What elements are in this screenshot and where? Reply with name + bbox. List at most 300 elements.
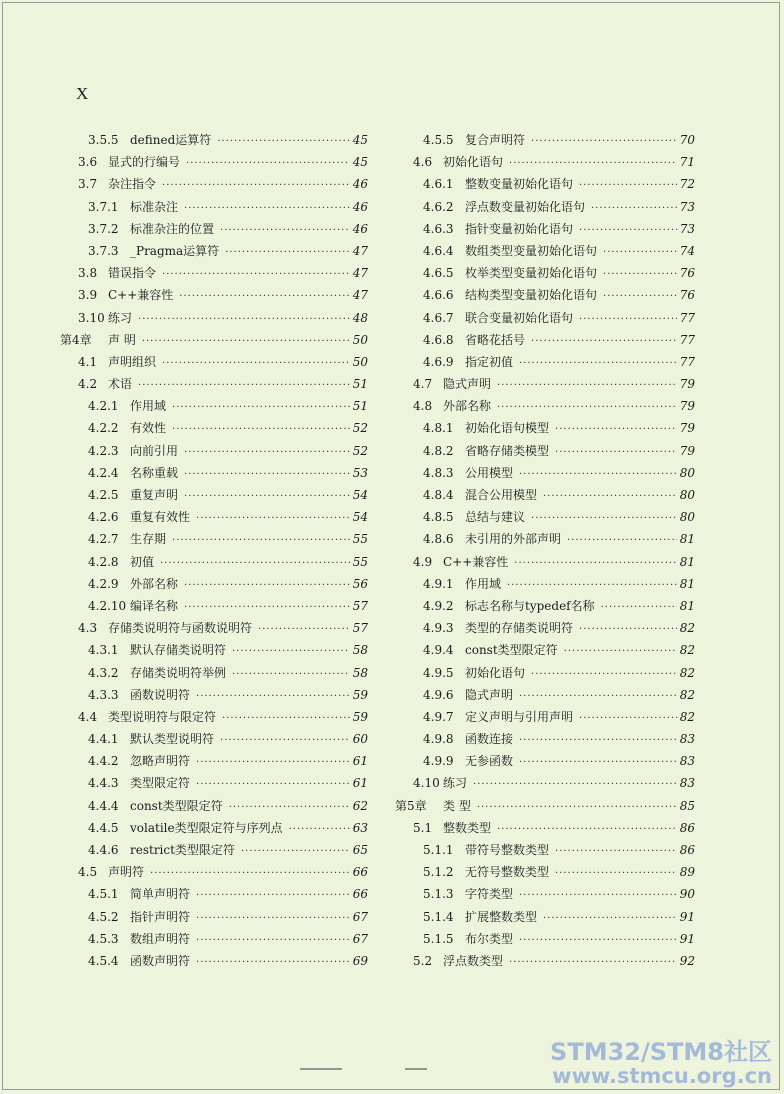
- dot-leader: [196, 935, 350, 946]
- dot-leader: [225, 247, 350, 258]
- toc-entry-title: 存储类说明符与函数说明符: [108, 621, 253, 636]
- toc-entry-number: 4.5.4: [88, 953, 119, 968]
- toc-entry-page: 80: [679, 510, 695, 525]
- toc-entry-page: 83: [679, 732, 695, 747]
- toc-entry: [60, 597, 368, 619]
- toc-entry-title: 外部名称: [130, 576, 179, 591]
- toc-entry-number: 4.3.1: [88, 643, 119, 658]
- toc-entry-title: 标志名称与typedef名称: [465, 598, 595, 613]
- toc-entry-number: 4.6.4: [423, 243, 454, 258]
- toc-entry-page: 48: [352, 310, 368, 325]
- toc-entry-title: const类型限定符: [130, 798, 223, 813]
- toc-entry: [395, 375, 695, 397]
- dot-leader: [543, 913, 677, 924]
- dot-leader: [184, 447, 350, 458]
- toc-entry-page: 81: [679, 576, 695, 591]
- dot-leader: [579, 713, 677, 724]
- toc-entry: [395, 597, 695, 619]
- toc-entry: [395, 331, 695, 353]
- toc-entry-page: 55: [352, 554, 368, 569]
- toc-entry-page: 52: [352, 421, 368, 436]
- toc-entry-title: 存储类说明符举例: [130, 665, 227, 680]
- toc-entry-title: 无符号整数类型: [465, 865, 550, 880]
- dot-leader: [519, 691, 677, 702]
- toc-entry-title: 声明符: [108, 865, 145, 880]
- toc-right-column: [395, 131, 695, 974]
- toc-entry-title: 整数类型: [443, 820, 492, 835]
- toc-entry-page: 81: [679, 598, 695, 613]
- toc-entry: [60, 752, 368, 774]
- toc-entry-page: 50: [352, 332, 368, 347]
- toc-entry: [60, 885, 368, 907]
- watermark-url: www.stmcu.org.cn: [552, 1063, 772, 1088]
- toc-entry-number: 4.6.7: [423, 310, 454, 325]
- toc-entry: [60, 309, 368, 331]
- toc-entry: [395, 419, 695, 441]
- toc-entry-title: 外部名称: [443, 399, 492, 414]
- dot-leader: [531, 336, 677, 347]
- toc-entry-title: 枚举类型变量初始化语句: [465, 266, 598, 281]
- toc-entry-number: 4.4.6: [88, 843, 119, 857]
- toc-entry-title: _Pragma运算符: [130, 243, 220, 258]
- dot-leader: [150, 868, 350, 879]
- toc-entry-number: 4.6.9: [423, 354, 454, 369]
- toc-entry-page: 86: [679, 820, 695, 835]
- toc-entry-number: 3.8: [78, 266, 98, 281]
- toc-entry-number: 4.8.6: [423, 532, 454, 547]
- toc-entry-number: 4.3.3: [88, 687, 119, 702]
- watermark: [550, 1039, 772, 1088]
- toc-entry: [395, 664, 695, 686]
- toc-entry-page: 45: [352, 133, 368, 147]
- dot-leader: [186, 158, 350, 169]
- toc-entry: [395, 286, 695, 308]
- dot-leader: [567, 535, 677, 546]
- dot-leader: [555, 868, 677, 879]
- toc-entry: [395, 397, 695, 419]
- dot-leader: [555, 424, 677, 435]
- toc-entry-page: 56: [352, 576, 368, 591]
- toc-entry: [395, 486, 695, 508]
- toc-entry-number: 4.3: [78, 621, 98, 636]
- dot-leader: [601, 602, 677, 613]
- toc-entry: [395, 752, 695, 774]
- toc-entry-number: 4.8: [413, 399, 433, 414]
- toc-entry-number: 4.9.7: [423, 709, 454, 724]
- toc-entry-page: 69: [352, 953, 368, 968]
- toc-entry-number: 4.9.8: [423, 732, 454, 747]
- toc-entry-number: 4.4: [78, 709, 98, 724]
- dot-leader: [220, 225, 350, 236]
- toc-entry: [395, 242, 695, 264]
- toc-entry-title: 联合变量初始化语句: [465, 310, 574, 325]
- toc-entry: [395, 708, 695, 730]
- toc-entry: [395, 885, 695, 907]
- toc-entry-page: 61: [352, 754, 368, 769]
- toc-entry-number: 5.1.3: [423, 887, 454, 902]
- toc-entry: [60, 242, 368, 264]
- toc-entry-page: 71: [679, 155, 695, 170]
- toc-entry-number: 3.5.5: [88, 133, 119, 147]
- toc-entry-title: 定义声明与引用声明: [465, 709, 574, 724]
- dot-leader: [184, 491, 350, 502]
- toc-entry-page: 66: [352, 865, 368, 880]
- dot-leader: [497, 824, 677, 835]
- toc-entry-number: 4.6: [413, 155, 433, 170]
- toc-entry-title: 简单声明符: [130, 887, 191, 902]
- dot-leader: [555, 846, 677, 857]
- toc-entry-title: 向前引用: [130, 443, 179, 458]
- toc-entry-page: 82: [679, 709, 695, 724]
- toc-entry-page: 81: [679, 532, 695, 547]
- dot-leader: [196, 513, 350, 524]
- toc-entry-number: 4.2.4: [88, 465, 119, 480]
- toc-entry-number: 5.1: [413, 820, 433, 835]
- toc-entry: [395, 508, 695, 530]
- toc-entry-page: 76: [679, 266, 695, 281]
- dot-leader: [172, 402, 350, 413]
- toc-entry-page: 82: [679, 687, 695, 702]
- toc-entry-title: 函数声明符: [130, 953, 191, 968]
- toc-entry-number: 4.7: [413, 377, 433, 392]
- dot-leader: [162, 269, 350, 280]
- toc-entry: [60, 619, 368, 641]
- toc-entry-number: 4.2.10: [88, 598, 127, 613]
- toc-entry-number: 4.4.1: [88, 732, 119, 747]
- toc-entry-page: 67: [352, 931, 368, 946]
- toc-entry-page: 86: [679, 843, 695, 857]
- toc-entry-number: 4.5.3: [88, 931, 119, 946]
- toc-entry-title: 指针声明符: [130, 909, 191, 924]
- toc-entry-number: 5.1.4: [423, 909, 454, 924]
- dot-leader: [138, 380, 350, 391]
- toc-entry-title: 指针变量初始化语句: [465, 221, 574, 236]
- toc-entry-number: 4.9.5: [423, 665, 454, 680]
- dot-leader: [591, 203, 677, 214]
- toc-entry-title: 默认存储类说明符: [130, 643, 227, 658]
- toc-entry-title: 重复声明: [130, 488, 179, 502]
- toc-entry: [60, 819, 368, 841]
- toc-entry-page: 67: [352, 909, 368, 924]
- dot-leader: [172, 535, 350, 546]
- toc-entry-title: 标准杂注: [130, 199, 179, 214]
- toc-entry-title: 函数说明符: [130, 687, 191, 702]
- toc-entry-number: 3.9: [78, 288, 98, 303]
- toc-entry-number: 5.1.5: [423, 931, 454, 946]
- toc-entry-title: 初始化语句: [465, 665, 526, 680]
- toc-entry-title: 默认类型说明符: [130, 732, 215, 747]
- toc-entry: [395, 686, 695, 708]
- toc-entry: [60, 131, 368, 153]
- toc-entry-page: 70: [679, 133, 695, 147]
- toc-entry-page: 46: [352, 221, 368, 236]
- scan-artifact: [405, 1068, 427, 1070]
- toc-entry-page: 74: [679, 243, 695, 258]
- toc-entry-number: 4.6.1: [423, 177, 454, 192]
- toc-entry: [60, 908, 368, 930]
- toc-entry: [60, 952, 368, 974]
- toc-entry-number: 4.4.4: [88, 798, 119, 813]
- toc-entry: [395, 952, 695, 974]
- toc-entry-title: 数组类型变量初始化语句: [465, 243, 598, 258]
- toc-entry-number: 4.2.7: [88, 532, 119, 547]
- toc-entry-page: 90: [679, 887, 695, 902]
- toc-entry: [395, 464, 695, 486]
- toc-entry: [60, 220, 368, 242]
- dot-leader: [543, 491, 677, 502]
- toc-entry: [60, 486, 368, 508]
- toc-entry-page: 76: [679, 288, 695, 303]
- toc-entry-title: 浮点数变量初始化语句: [465, 199, 586, 214]
- toc-entry-page: 47: [352, 266, 368, 281]
- toc-entry-page: 73: [679, 199, 695, 214]
- dot-leader: [579, 225, 677, 236]
- toc-entry-title: 数组声明符: [130, 931, 191, 946]
- toc-entry-page: 58: [352, 643, 368, 658]
- toc-entry-page: 61: [352, 776, 368, 791]
- toc-entry: [395, 131, 695, 153]
- dot-leader: [184, 469, 350, 480]
- toc-entry-title: 总结与建议: [465, 510, 526, 525]
- toc-entry-number: 4.6.5: [423, 266, 454, 281]
- dot-leader: [217, 136, 349, 147]
- toc-entry: [395, 930, 695, 952]
- toc-entry: [60, 286, 368, 308]
- toc-entry-number: 3.7.2: [88, 221, 119, 236]
- toc-entry-title: 字符类型: [465, 887, 514, 902]
- toc-entry-number: 4.2.9: [88, 576, 119, 591]
- toc-entry-number: 4.8.3: [423, 465, 454, 480]
- toc-entry-title: 初始化语句: [443, 155, 504, 170]
- toc-entry: [60, 553, 368, 575]
- toc-entry-title: 函数连接: [465, 732, 514, 747]
- toc-entry-page: 57: [352, 598, 368, 613]
- toc-entry: [395, 264, 695, 286]
- dot-leader: [497, 402, 677, 413]
- toc-entry-page: 82: [679, 643, 695, 658]
- toc-entry-title: 公用模型: [465, 465, 514, 480]
- toc-entry-number: 4.9.2: [423, 598, 454, 613]
- dot-leader: [564, 646, 677, 657]
- toc-entry-page: 46: [352, 177, 368, 192]
- toc-entry-title: 结构类型变量初始化语句: [465, 288, 598, 303]
- toc-entry: [60, 198, 368, 220]
- dot-leader: [519, 757, 677, 768]
- toc-entry-page: 50: [352, 354, 368, 369]
- toc-entry-number: 4.2.1: [88, 399, 119, 414]
- dot-leader: [179, 291, 349, 302]
- toc-entry-number: 4.8.5: [423, 510, 454, 525]
- toc-entry-page: 77: [679, 354, 695, 369]
- toc-entry-page: 92: [679, 953, 695, 968]
- dot-leader: [507, 580, 677, 591]
- toc-entry-page: 65: [352, 843, 368, 857]
- toc-entry: [60, 664, 368, 686]
- toc-entry-number: 4.6.2: [423, 199, 454, 214]
- toc-entry: [60, 508, 368, 530]
- toc-entry-number: 4.9.1: [423, 576, 454, 591]
- toc-entry-title: 错误指令: [108, 266, 157, 281]
- toc-entry-number: 4.8.2: [423, 443, 454, 458]
- toc-entry-page: 80: [679, 465, 695, 480]
- toc-entry-page: 79: [679, 399, 695, 414]
- toc-entry: [60, 774, 368, 796]
- toc-entry: [395, 863, 695, 885]
- toc-entry: [60, 153, 368, 175]
- toc-entry-number: 5.1.2: [423, 865, 454, 880]
- dot-leader: [519, 358, 677, 369]
- toc-entry-title: 练习: [108, 310, 133, 325]
- toc-entry-title: 作用域: [465, 576, 502, 591]
- toc-entry-title: 编译名称: [130, 598, 179, 613]
- dot-leader: [519, 935, 677, 946]
- toc-entry-title: 重复有效性: [130, 510, 191, 525]
- toc-entry: [395, 198, 695, 220]
- toc-entry-title: 忽略声明符: [130, 754, 191, 769]
- toc-entry-number: 4.9.3: [423, 621, 454, 636]
- toc-entry: [60, 530, 368, 552]
- toc-entry-number: 3.7.3: [88, 243, 119, 258]
- toc-entry-page: 79: [679, 377, 695, 392]
- toc-entry-number: 4.1: [78, 354, 98, 369]
- toc-entry-title: C++兼容性: [108, 288, 174, 303]
- toc-entry: [395, 819, 695, 841]
- toc-entry-page: 79: [679, 443, 695, 458]
- dot-leader: [555, 447, 677, 458]
- toc-entry-number: 4.6.8: [423, 332, 454, 347]
- toc-entry-number: 4.5: [78, 865, 98, 880]
- toc-entry: [395, 641, 695, 663]
- toc-entry: [395, 220, 695, 242]
- toc-entry-number: 第5章: [395, 798, 427, 813]
- dot-leader: [514, 558, 676, 569]
- dot-leader: [531, 669, 677, 680]
- toc-entry-title: 声明组织: [108, 354, 157, 369]
- toc-entry-title: 整数变量初始化语句: [465, 177, 574, 192]
- dot-leader: [220, 735, 350, 746]
- toc-entry-page: 47: [352, 288, 368, 303]
- toc-entry: [60, 175, 368, 197]
- toc-entry-page: 91: [679, 909, 695, 924]
- toc-entry: [395, 797, 695, 819]
- dot-leader: [258, 624, 350, 635]
- toc-entry: [60, 331, 368, 353]
- dot-leader: [160, 558, 350, 569]
- toc-entry: [395, 774, 695, 796]
- dot-leader: [579, 624, 677, 635]
- toc-entry-page: 91: [679, 931, 695, 946]
- toc-entry-number: 3.7.1: [88, 199, 119, 214]
- dot-leader: [477, 802, 677, 813]
- toc-entry-number: 4.9: [413, 554, 433, 569]
- dot-leader: [184, 580, 350, 591]
- toc-entry-title: volatile类型限定符与序列点: [130, 820, 283, 835]
- toc-entry-number: 4.9.4: [423, 643, 454, 658]
- toc-entry-number: 4.9.6: [423, 687, 454, 702]
- toc-entry-title: 练习: [443, 776, 468, 791]
- toc-entry-title: 类型限定符: [130, 776, 191, 791]
- dot-leader: [519, 735, 677, 746]
- toc-entry-title: 未引用的外部声明: [465, 532, 562, 547]
- toc-entry: [60, 397, 368, 419]
- toc-entry: [395, 841, 695, 863]
- toc-entry-page: 60: [352, 732, 368, 747]
- toc-entry: [60, 575, 368, 597]
- toc-entry-page: 83: [679, 776, 695, 791]
- toc-entry-title: 有效性: [130, 421, 167, 436]
- toc-entry: [395, 575, 695, 597]
- dot-leader: [531, 136, 677, 147]
- toc-entry-page: 73: [679, 221, 695, 236]
- page-number: X: [76, 84, 89, 103]
- toc-entry-page: 59: [352, 709, 368, 724]
- toc-entry-number: 5.1.1: [423, 843, 454, 857]
- toc-entry-number: 4.5.5: [423, 133, 454, 147]
- dot-leader: [232, 646, 350, 657]
- toc-entry-title: const类型限定符: [465, 643, 558, 658]
- toc-entry-page: 59: [352, 687, 368, 702]
- dot-leader: [519, 469, 677, 480]
- toc-entry-title: restrict类型限定符: [130, 843, 235, 857]
- dot-leader: [509, 957, 677, 968]
- dot-leader: [138, 314, 350, 325]
- toc-entry-title: 省略存储类模型: [465, 443, 550, 458]
- dot-leader: [229, 802, 350, 813]
- toc-entry: [60, 797, 368, 819]
- toc-entry: [395, 530, 695, 552]
- dot-leader: [196, 890, 350, 901]
- toc-entry-page: 83: [679, 754, 695, 769]
- toc-entry-number: 4.2: [78, 377, 98, 392]
- dot-leader: [289, 824, 350, 835]
- dot-leader: [142, 336, 350, 347]
- toc-entry: [60, 419, 368, 441]
- toc-entry-page: 52: [352, 443, 368, 458]
- toc-entry-page: 57: [352, 621, 368, 636]
- toc-entry-number: 5.2: [413, 953, 433, 968]
- toc-entry: [395, 619, 695, 641]
- toc-entry-number: 4.8.1: [423, 421, 454, 436]
- toc-entry-title: 省略花括号: [465, 332, 526, 347]
- toc-entry: [60, 442, 368, 464]
- toc-entry-page: 77: [679, 332, 695, 347]
- dot-leader: [232, 669, 350, 680]
- dot-leader: [196, 691, 350, 702]
- toc-entry-number: 3.7: [78, 177, 98, 192]
- toc-entry: [60, 841, 368, 863]
- watermark-title: STM32/STM8社区: [550, 1037, 772, 1066]
- toc-entry: [395, 730, 695, 752]
- toc-entry: [395, 553, 695, 575]
- toc-entry-page: 47: [352, 243, 368, 258]
- toc-entry-page: 66: [352, 887, 368, 902]
- toc-entry-title: 混合公用模型: [465, 488, 538, 502]
- dot-leader: [241, 846, 350, 857]
- toc-entry-title: 杂注指令: [108, 177, 157, 192]
- toc-entry-title: 初值: [130, 554, 155, 569]
- toc-entry-title: 标准杂注的位置: [130, 221, 215, 236]
- toc-entry: [395, 908, 695, 930]
- dot-leader: [196, 757, 350, 768]
- toc-entry-number: 第4章: [60, 332, 92, 347]
- toc-entry-number: 4.2.2: [88, 421, 119, 436]
- toc-entry-page: 72: [679, 177, 695, 192]
- dot-leader: [172, 424, 350, 435]
- toc-entry-number: 3.10: [78, 310, 105, 325]
- toc-entry: [60, 464, 368, 486]
- toc-entry-page: 58: [352, 665, 368, 680]
- toc-entry-title: 扩展整数类型: [465, 909, 538, 924]
